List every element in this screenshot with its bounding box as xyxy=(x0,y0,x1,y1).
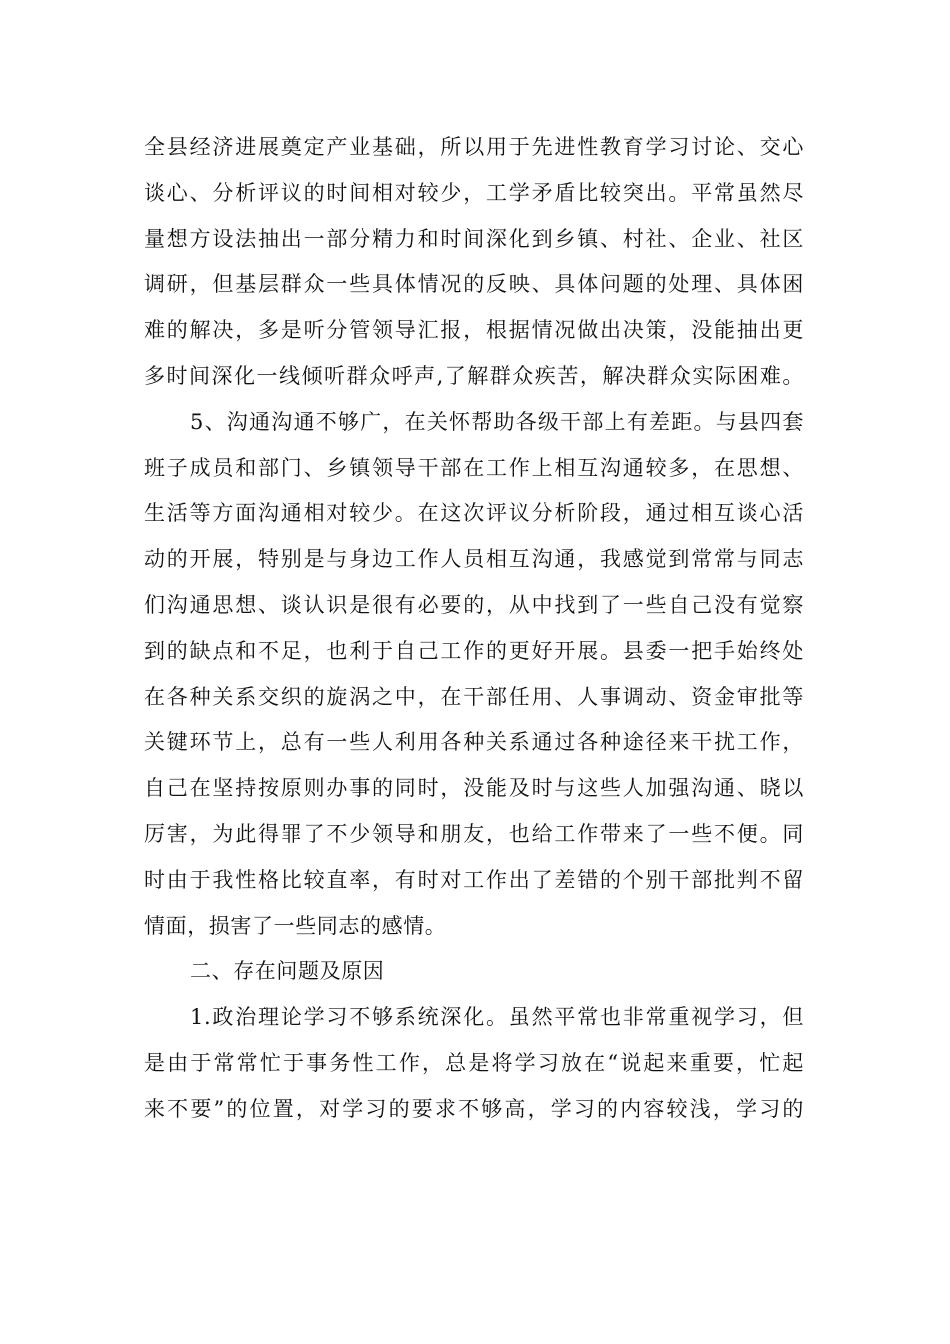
text-line: 厉害，为此得罪了不少领导和朋友，也给工作带来了一些不便。同 xyxy=(144,821,804,846)
text-line: 5、沟通沟通不够广，在关怀帮助各级干部上有差距。与县四套 xyxy=(190,409,804,434)
text-line: 1.政治理论学习不够系统深化。虽然平常也非常重视学习，但 xyxy=(190,1005,804,1030)
text-line: 动的开展，特别是与身边工作人员相互沟通，我感觉到常常与同志 xyxy=(144,547,804,572)
document-page xyxy=(144,125,804,1133)
paragraph-4 xyxy=(144,995,804,1132)
text-line: 们沟通思想、谈认识是很有必要的，从中找到了一些自己没有觉察 xyxy=(144,592,804,617)
text-line: 全县经济进展奠定产业基础，所以用于先进性教育学习讨论、交心 xyxy=(144,135,804,159)
text-line: 调研，但基层群众一些具体情况的反映、具体问题的处理、具体困 xyxy=(144,272,804,297)
paragraph-1 xyxy=(144,125,804,400)
text-line: 量想方设法抽出一部分精力和时间深化到乡镇、村社、企业、社区 xyxy=(144,226,804,251)
text-line: 自己在坚持按原则办事的同时，没能及时与这些人加强沟通、晓以 xyxy=(144,776,804,801)
text-line: 关键环节上，总有一些人利用各种关系通过各种途径来干扰工作， xyxy=(144,730,804,755)
text-line: 难的解决，多是听分管领导汇报，根据情况做出决策，没能抽出更 xyxy=(144,318,804,343)
text-line: 情面，损害了一些同志的感情。 xyxy=(144,913,447,938)
text-line: 班子成员和部门、乡镇领导干部在工作上相互沟通较多，在思想、 xyxy=(144,455,804,480)
paragraph-2 xyxy=(144,400,804,950)
text-line: 到的缺点和不足，也利于自己工作的更好开展。县委一把手始终处 xyxy=(144,638,804,663)
text-line: 是由于常常忙于事务性工作，总是将学习放在“说起来重要，忙起 xyxy=(144,1050,804,1075)
text-line: 来不要”的位置，对学习的要求不够高，学习的内容较浅，学习的 xyxy=(144,1096,804,1121)
text-line: 时由于我性格比较直率，有时对工作出了差错的个别干部批判不留 xyxy=(144,867,804,892)
section-heading xyxy=(144,949,804,995)
text-line: 多时间深化一线倾听群众呼声,了解群众疾苦，解决群众实际困难。 xyxy=(144,363,804,388)
text-line: 谈心、分析评议的时间相对较少，工学矛盾比较突出。平常虽然尽 xyxy=(144,180,804,205)
text-line: 在各种关系交织的旋涡之中，在干部任用、人事调动、资金审批等 xyxy=(144,684,804,709)
heading-text: 二、存在问题及原因 xyxy=(190,959,385,984)
text-line: 生活等方面沟通相对较少。在这次评议分析阶段，通过相互谈心活 xyxy=(144,501,804,526)
